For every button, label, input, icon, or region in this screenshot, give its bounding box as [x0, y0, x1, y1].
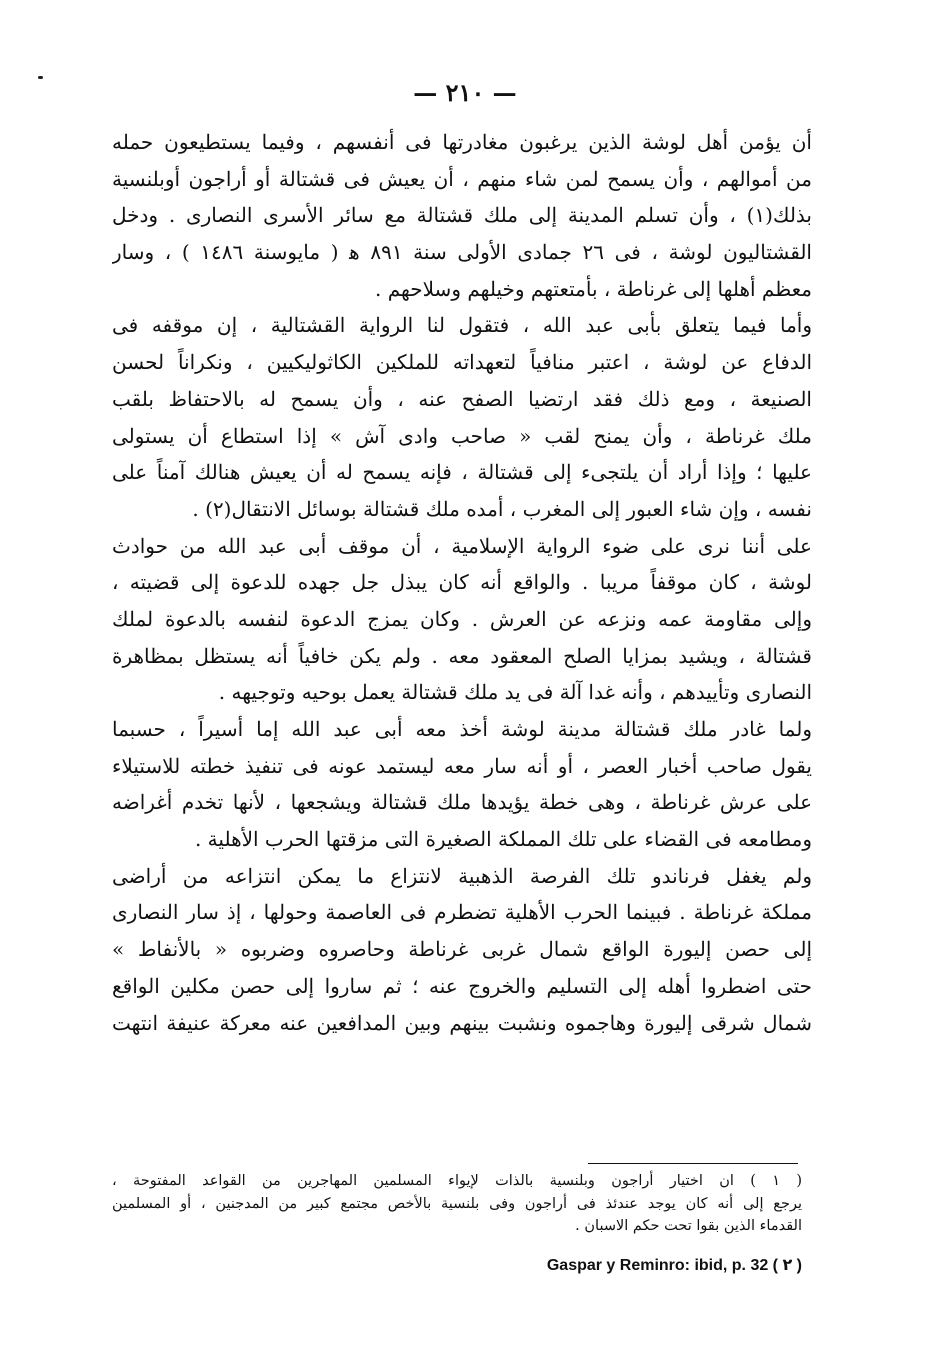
- footnote-line: يرجع إلى أنه كان يوجد عندئذ فى أراجون وفى بلنسية بالأخص مجتمع كبير من المدجنين ، أو المسلمين: [112, 1195, 802, 1212]
- text-line: شمال شرقى إليورة وهاجموه ونشبت بينهم وبين المدافعين عنه معركة عنيفة انتهت: [112, 1010, 812, 1035]
- text-line: القشتاليون لوشة ، فى ٢٦ جمادى الأولى سنة ٨٩١ ﻫ ( مايوسنة ١٤٨٦ ) ، وسار: [112, 240, 812, 265]
- text-line: أن يؤمن أهل لوشة الذين يرغبون مغادرتها فى أنفسهم ، وفيما يستطيعون حمله: [112, 130, 812, 154]
- text-line: ولما غادر ملك قشتالة مدينة لوشة أخذ معه أبى عبد الله إما أسيراً ، حسبما: [112, 717, 812, 741]
- text-line: على أننا نرى على ضوء الرواية الإسلامية ، أن موقف أبى عبد الله من حوادث: [112, 533, 812, 558]
- text-line: وأما فيما يتعلق بأبى عبد الله ، فتقول لنا الرواية القشتالية ، إن موقفه فى: [112, 313, 812, 338]
- text-line: إلى حصن إليورة الواقع شمال غربى غرناطة وحاصروه وضربوه « بالأنفاط »: [112, 937, 812, 962]
- text-line: على عرش غرناطة ، وهى خطة يؤيدها ملك قشتالة ويشجعها ، لأنها تخدم أغراضه: [112, 790, 812, 815]
- footnote-line: ( ١ ) ان اختيار أراجون وبلنسية بالذات لإيواء المسلمين المهاجرين من القواعد المفتوحة ،: [112, 1173, 802, 1189]
- text-line: النصارى وتأييدهم ، وأنه غدا آلة فى يد ملك قشتالة يعمل بوحيه وتوجيهه .: [218, 680, 812, 705]
- text-line: قشتالة ، ويشيد بمزايا الصلح المعقود معه . ولم يكن خافياً أنه يستظل بمظاهرة: [112, 643, 812, 668]
- footnote-reference: Gaspar y Reminro: ibid, p. 32 ( ٢ ): [546, 1256, 802, 1274]
- page-number: — ٢١٠ —: [413, 78, 517, 107]
- body-text: [112, 124, 812, 1041]
- text-line: من أموالهم ، وأن يسمح لمن شاء منهم ، أن يعيش فى قشتالة أو أراجون أوبلنسية: [112, 166, 812, 191]
- footnote-line: القدماء الذين بقوا تحت حكم الاسبان .: [575, 1218, 802, 1234]
- text-line: نفسه ، وإن شاء العبور إلى المغرب ، أمده ملك قشتالة بوسائل الانتقال(٢) .: [192, 496, 812, 521]
- text-line: عليها ؛ وإذا أراد أن يلتجىء إلى قشتالة ، فإنه يسمح له أن يعيش هنالك آمناً على: [112, 460, 812, 485]
- text-line: وإلى مقاومة عمه ونزعه عن العرش . وكان يمزج الدعوة لنفسه بالدعوة لملك: [112, 606, 812, 631]
- text-line: معظم أهلها إلى غرناطة ، بأمتعتهم وخيلهم وسلاحهم .: [375, 276, 812, 301]
- text-line: مملكة غرناطة . فبينما الحرب الأهلية تضطرم فى العاصمة وحولها ، إذ سار النصارى: [112, 900, 812, 925]
- text-line: ولم يغفل فرناندو تلك الفرصة الذهبية لانتزاع ما يمكن انتزاعه من أراضى: [112, 863, 812, 888]
- footnote-divider: [588, 1163, 798, 1164]
- text-line: لوشة ، كان موقفاً مريبا . والواقع أنه كان يبذل جل جهده للدعوة إلى قضيته ،: [112, 570, 812, 595]
- text-line: الصنيعة ، ومع ذلك فقد ارتضيا الصفح عنه ، وأن يسمح له بالاحتفاظ بلقب: [112, 386, 812, 411]
- text-line: بذلك(١) ، وأن تسلم المدينة إلى ملك قشتالة مع سائر الأسرى النصارى . ودخل: [112, 203, 812, 228]
- text-line: الدفاع عن لوشة ، اعتبر منافياً لتعهداته للملكين الكاثوليكيين ، ونكراناً لحسن: [112, 350, 812, 375]
- text-line: يقول صاحب أخبار العصر ، أو أنه سار معه ليستمد عونه فى تنفيذ خطته للاستيلاء: [112, 753, 812, 778]
- text-line: ملك غرناطة ، وأن يمنح لقب « صاحب وادى آش » إذا استطاع أن يستولى: [112, 423, 812, 448]
- text-line: حتى اضطروا أهله إلى التسليم والخروج عنه ؛ ثم ساروا إلى حصن مكلين الواقع: [112, 973, 812, 998]
- footnotes: [112, 1170, 802, 1278]
- text-line: ومطامعه فى القضاء على تلك المملكة الصغيرة التى مزقتها الحرب الأهلية .: [194, 827, 812, 852]
